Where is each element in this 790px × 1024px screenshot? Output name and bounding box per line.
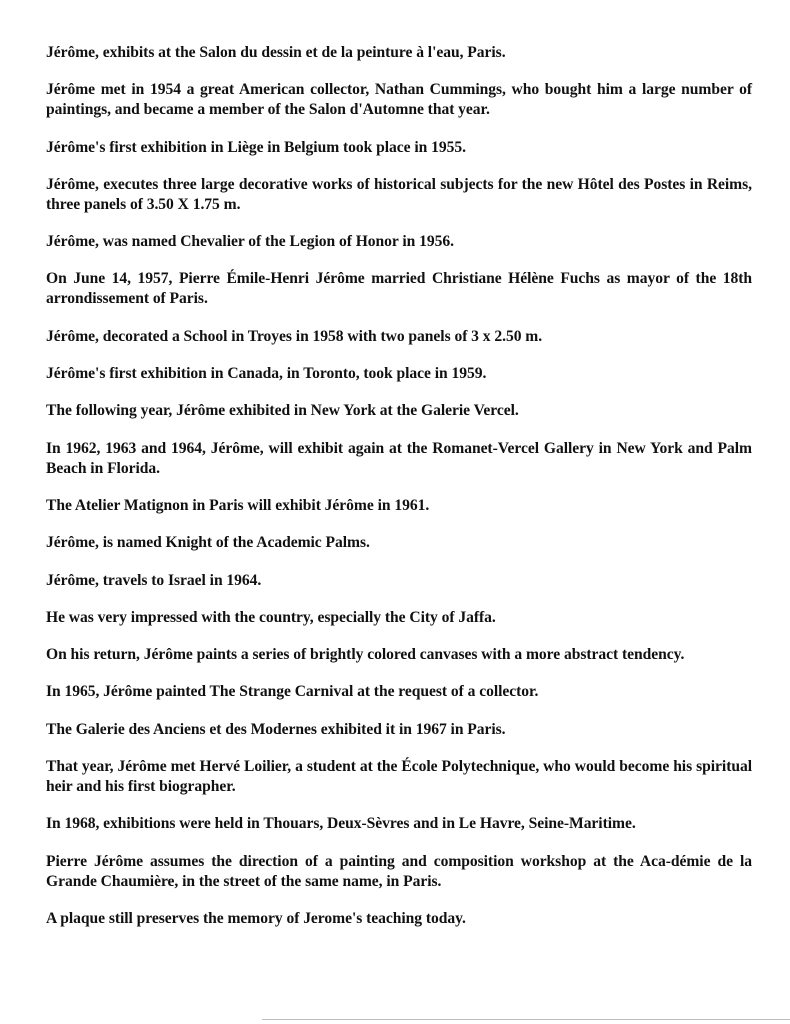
- paragraph: He was very impressed with the country, especially the City of Jaffa.: [46, 608, 496, 626]
- paragraph: In 1965, Jérôme painted The Strange Carnival at the request of a collector.: [46, 683, 539, 701]
- paragraph: On his return, Jérôme paints a series of brightly colored canvases with a more abstract tendency.: [46, 646, 685, 664]
- paragraph: Jérôme's first exhibition in Canada, in Toronto, took place in 1959.: [46, 365, 487, 383]
- paragraph: The Atelier Matignon in Paris will exhibit Jérôme in 1961.: [46, 496, 430, 514]
- paragraph: On June 14, 1957, Pierre Émile-Henri Jérôme married Christiane Hélène Fuchs as mayor of the 18th arrondissement of Paris.: [46, 270, 752, 308]
- paragraph: That year, Jérôme met Hervé Loilier, a student at the École Polytechnique, who would become his spiritual heir and his first biographer.: [46, 758, 752, 796]
- paragraph: In 1968, exhibitions were held in Thouars, Deux-Sèvres and in Le Havre, Seine-Maritime.: [46, 815, 636, 833]
- paragraph: Jérôme met in 1954 a great American collector, Nathan Cummings, who bought him a large number of paintings, and became a member of the Salon d'Automne that year.: [46, 81, 752, 119]
- paragraph: Jérôme, is named Knight of the Academic Palms.: [46, 534, 370, 552]
- paragraph: Jérôme, executes three large decorative works of historical subjects for the new Hôtel des Postes in Reims, three panels of 3.50 X 1.75 m.: [46, 175, 752, 213]
- paragraph: Jérôme's first exhibition in Liège in Belgium took place in 1955.: [46, 138, 466, 156]
- paragraph: Jérôme, exhibits at the Salon du dessin et de la peinture à l'eau, Paris.: [46, 44, 506, 61]
- paragraph: Jérôme, travels to Israel in 1964.: [46, 571, 262, 589]
- paragraph: Jérôme, decorated a School in Troyes in 1958 with two panels of 3 x 2.50 m.: [46, 327, 543, 345]
- paragraph: In 1962, 1963 and 1964, Jérôme, will exhibit again at the Romanet-Vercel Gallery in New York and Palm Beach in Florida.: [46, 439, 752, 477]
- document-body: [46, 43, 752, 946]
- paragraph: Pierre Jérôme assumes the direction of a painting and composition workshop at the Aca-démie de la Grande Chaumière, in the street of the same name, in Paris.: [46, 852, 752, 890]
- paragraph: The Galerie des Anciens et des Modernes exhibited it in 1967 in Paris.: [46, 720, 506, 738]
- paragraph: The following year, Jérôme exhibited in New York at the Galerie Vercel.: [46, 402, 519, 420]
- paragraph: Jérôme, was named Chevalier of the Legion of Honor in 1956.: [46, 233, 454, 251]
- scan-edge-line: [262, 1019, 790, 1020]
- paragraph: A plaque still preserves the memory of Jerome's teaching today.: [46, 909, 466, 927]
